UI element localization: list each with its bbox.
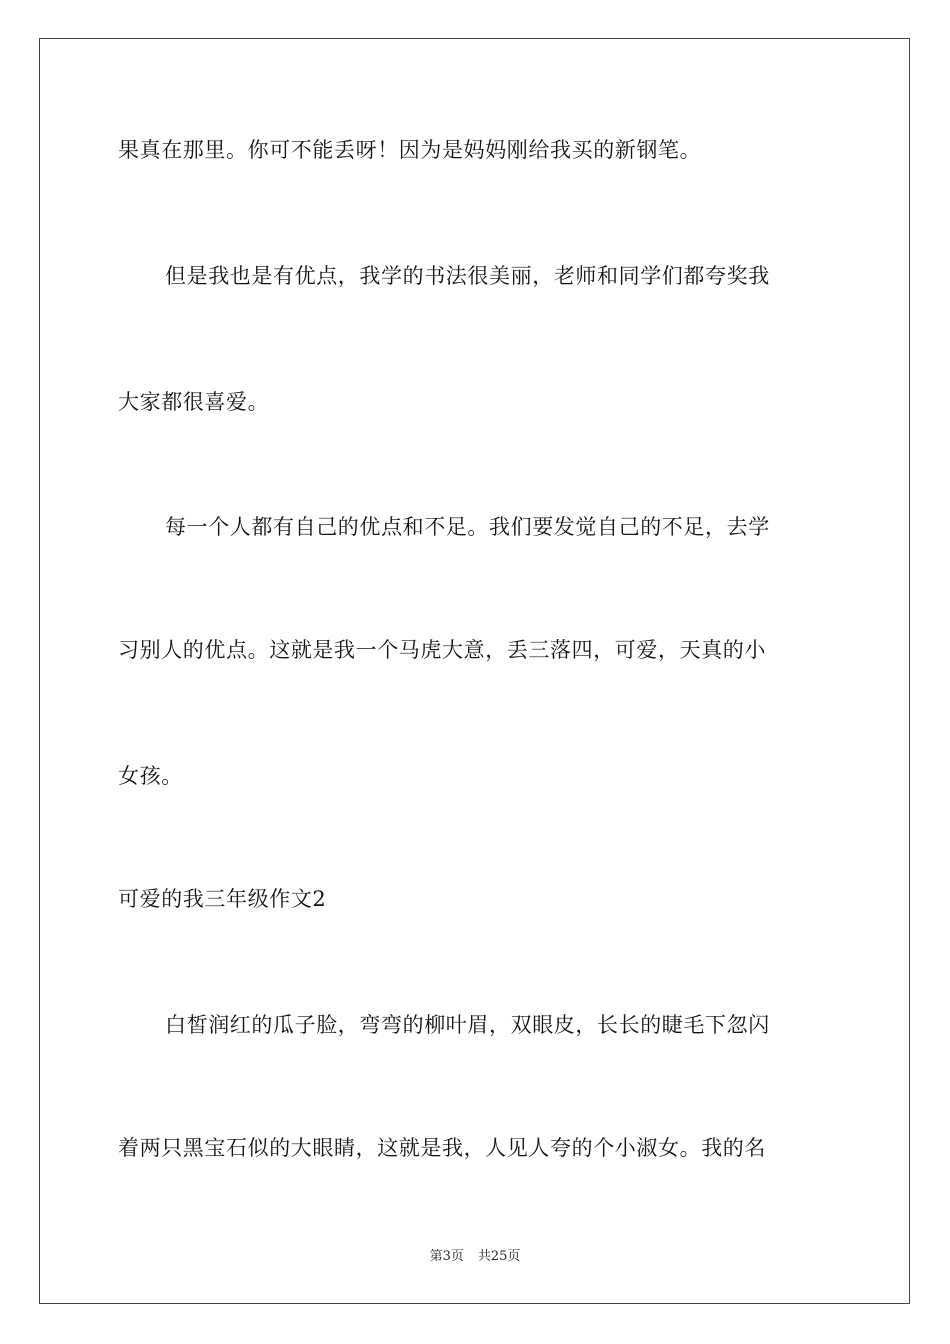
page-number: 第3页	[429, 1249, 464, 1264]
body-text-line: 着两只黑宝石似的大眼睛，这就是我，人见人夸的个小淑女。我的名	[118, 1136, 766, 1160]
paragraph-start-line: 但是我也是有优点，我学的书法很美丽，老师和同学们都夸奖我	[165, 264, 770, 288]
section-heading: 可爱的我三年级作文2	[118, 887, 327, 911]
body-text-line: 习别人的优点。这就是我一个马虎大意，丢三落四，可爱，天真的小	[118, 638, 766, 662]
page-total: 共25页	[477, 1249, 521, 1264]
body-text-line: 女孩。	[118, 764, 183, 788]
paragraph-start-line: 每一个人都有自己的优点和不足。我们要发觉自己的不足，去学	[165, 515, 770, 539]
page-footer	[0, 1248, 950, 1266]
body-text-line: 大家都很喜爱。	[118, 390, 270, 414]
page-frame	[39, 38, 910, 1304]
body-text-line: 果真在那里。你可不能丢呀！因为是妈妈刚给我买的新钢笔。	[118, 138, 702, 162]
paragraph-start-line: 白皙润红的瓜子脸，弯弯的柳叶眉，双眼皮，长长的睫毛下忽闪	[165, 1013, 770, 1037]
